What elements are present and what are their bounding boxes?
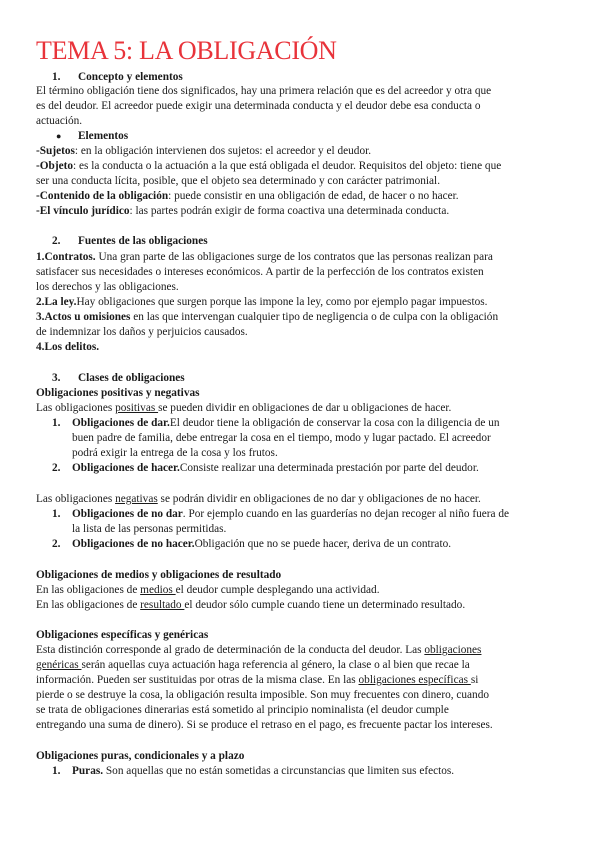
paragraph-line: entregando una suma de dinero). Si se produce el retraso en el pago, es frecuente pactar los intereses. <box>36 719 493 731</box>
fuente-ley: 2.La ley.Hay obligaciones que surgen porque las impone la ley, como por ejemplo pagar impuestos. <box>36 296 488 308</box>
paragraph-line: se trata de obligaciones dinerarias está sometido al principio nominalista (el deudor cumple <box>36 704 449 716</box>
paragraph-line: podrá exigir la entrega de la cosa y los frutos. <box>72 447 278 459</box>
fuente-actos: 3.Actos u omisiones en las que intervengan cualquier tipo de negligencia o de culpa con la obligación <box>36 311 499 323</box>
paragraph-line: es del deudor. El acreedor puede exigir una determinada conducta y el deudor debe esa conducta o <box>36 100 481 112</box>
paragraph-line: ser una conducta lícita, posible, que el objeto sea determinado y con carácter patrimonial. <box>36 175 441 187</box>
bullet-icon: ● <box>56 131 62 141</box>
paragraph-line: pierde o se destruye la cosa, la obligación resulta imposible. Son muy frecuentes con dinero, cuando <box>36 689 489 701</box>
document-title: TEMA 5: LA OBLIGACIÓN <box>36 36 337 65</box>
paragraph-line: Esta distinción corresponde al grado de determinación de la conducta del deudor. Las obligaciones <box>36 644 482 656</box>
paragraph-line: los derechos y las obligaciones. <box>36 281 179 293</box>
section-number: 2. <box>52 235 61 247</box>
paragraph-line: información. Pueden ser sustituidas por otras de la misma clase. En las obligaciones específicas si <box>36 674 479 686</box>
list-number: 1. <box>52 765 61 777</box>
paragraph-line: El término obligación tiene dos significados, hay una primera relación que es del acreedor y otra que <box>36 85 492 97</box>
section-number: 1. <box>52 71 61 83</box>
fuente-contratos: 1.Contratos. Una gran parte de las obligaciones surge de los contratos que las personas realizan para <box>36 251 493 263</box>
elemento-sujetos: -Sujetos: en la obligación intervienen dos sujetos: el acreedor y el deudor. <box>36 145 372 157</box>
list-number: 2. <box>52 462 61 474</box>
paragraph-line: buen padre de familia, debe entregar la cosa en el tiempo, modo y lugar pactado. El acreedor <box>72 432 491 444</box>
item-obligaciones-no-hacer: Obligaciones de no hacer.Obligación que no se puede hacer, deriva de un contrato. <box>72 538 452 550</box>
section-heading-fuentes: Fuentes de las obligaciones <box>78 235 208 247</box>
elemento-objeto: -Objeto: es la conducta o la actuación a la que está obligada el deudor. Requisitos del objeto: tiene que <box>36 160 502 172</box>
subheading-especificas-genericas: Obligaciones específicas y genéricas <box>36 629 209 641</box>
subheading-medios-resultado: Obligaciones de medios y obligaciones de resultado <box>36 569 282 581</box>
item-obligaciones-hacer: Obligaciones de hacer.Consiste realizar una determinada prestación por parte del deudor. <box>72 462 479 474</box>
subheading-positivas-negativas: Obligaciones positivas y negativas <box>36 387 200 399</box>
item-puras: Puras. Son aquellas que no están sometidas a circunstancias que limiten sus efectos. <box>72 765 455 777</box>
paragraph-positivas: Las obligaciones positivas se pueden dividir en obligaciones de dar u obligaciones de hacer. <box>36 402 452 414</box>
paragraph-line: de indemnizar los daños y perjuicios causados. <box>36 326 248 338</box>
list-number: 1. <box>52 508 61 520</box>
paragraph-negativas: Las obligaciones negativas se podrán dividir en obligaciones de no dar y obligaciones de no hacer. <box>36 493 481 505</box>
elemento-vinculo: -El vínculo jurídico: las partes podrán exigir de forma coactiva una determinada conducta. <box>36 205 450 217</box>
paragraph-line: la lista de las personas permitidas. <box>72 523 227 535</box>
subheading-puras-condicionales: Obligaciones puras, condicionales y a plazo <box>36 750 245 762</box>
paragraph-resultado: En las obligaciones de resultado el deudor sólo cumple cuando tiene un determinado resultado. <box>36 599 466 611</box>
paragraph-line: actuación. <box>36 115 83 127</box>
elemento-contenido: -Contenido de la obligación: puede consistir en una obligación de edad, de hacer o no hacer. <box>36 190 459 202</box>
item-obligaciones-dar: Obligaciones de dar.El deudor tiene la obligación de conservar la cosa con la diligencia de un <box>72 417 500 429</box>
list-number: 2. <box>52 538 61 550</box>
paragraph-line: genéricas serán aquellas cuya actuación haga referencia al género, la clase o al bien que recae la <box>36 659 470 671</box>
list-number: 1. <box>52 417 61 429</box>
section-heading-clases: Clases de obligaciones <box>78 372 185 384</box>
item-obligaciones-no-dar: Obligaciones de no dar. Por ejemplo cuando en las guarderías no dejan recoger al niño fuera de <box>72 508 510 520</box>
paragraph-line: satisfacer sus necesidades o intereses económicos. A partir de la perfección de los contratos existen <box>36 266 484 278</box>
fuente-delitos: 4.Los delitos. <box>36 341 100 353</box>
paragraph-medios: En las obligaciones de medios el deudor cumple desplegando una actividad. <box>36 584 380 596</box>
section-heading-concepto: Concepto y elementos <box>78 71 183 83</box>
section-number: 3. <box>52 372 61 384</box>
subheading-elementos: Elementos <box>78 130 129 142</box>
